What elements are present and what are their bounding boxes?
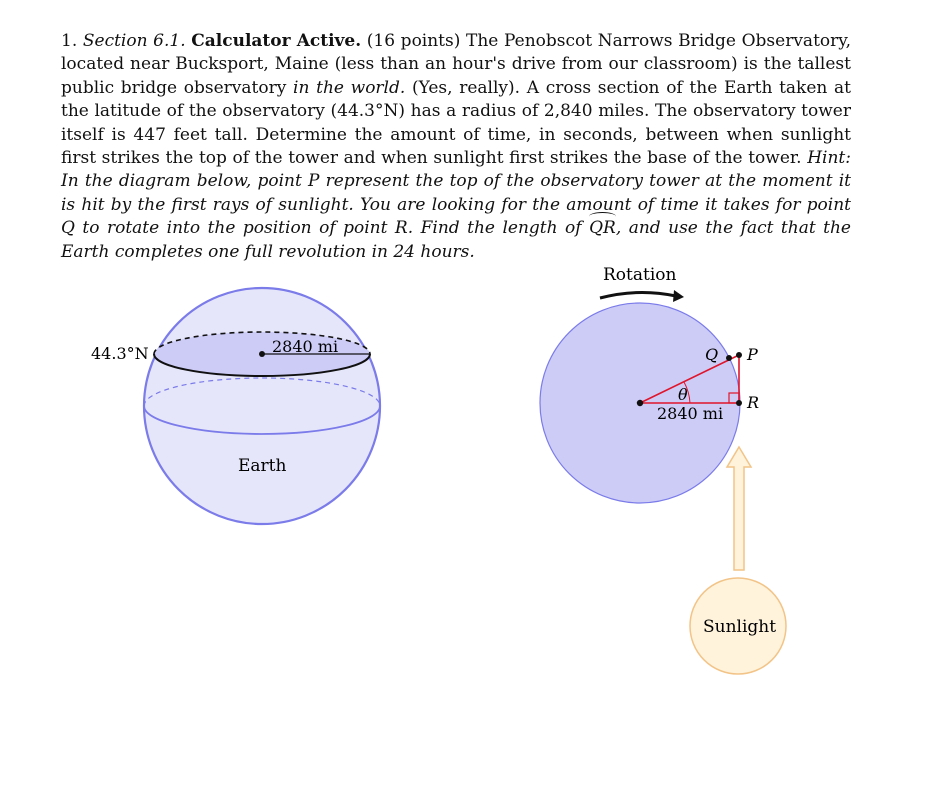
rotation-arrowhead [673,290,684,302]
rotation-arrow [600,292,676,298]
center-point [637,400,643,406]
cross-radius-label: 2840 mi [657,404,724,423]
cross-section-figure [540,265,786,674]
section-ref: Section 6.1. [82,31,186,51]
r-label: R [747,393,760,412]
latitude-label: 44.3°N [91,344,149,363]
earth-label: Earth [238,456,287,476]
hint-text-b: , and use the fact that the Earth completes one full revolution in 24 hours. [61,218,851,262]
sunlight-label: Sunlight [703,617,777,637]
point-r [736,400,742,406]
theta-label: θ [678,385,688,404]
earth-sphere [144,288,380,524]
point-p [736,352,742,358]
point-q [726,355,732,361]
q-label: Q [705,345,719,364]
calculator-active-label: Calculator Active. [191,31,362,51]
points-label: (16 points) [366,31,461,51]
arc-qr: QR [589,217,616,240]
sunlight-arrow [727,447,751,570]
center-dot [259,351,265,357]
problem-text-1: The Penobscot Narrows Bridge Observatory, located near Bucksport, Maine (less than an hour's drive from our classroom) is the tallest public bridge observatory [61,31,852,98]
problem-text-2: (Yes, really). A cross section of the Earth taken at the latitude of the observatory (44.3°N) has a radius of 2,840 miles. The observatory tower itself is 447 feet tall. Determine the amount of time, in seconds, between when sunlight first strikes the top of the tower and when sunlight first strikes the base of the tower. [61,77,852,169]
problem-emphasis: in the world. [293,77,406,98]
sphere-figure [91,288,380,524]
rotation-label: Rotation [603,265,677,285]
p-label: P [747,345,758,364]
hint-text-a: Hint: In the diagram below, point P represent the top of the observatory tower at the moment it is hit by the first rays of sunlight. You are looking for the amount of time it takes for point Q to rotate into the position of point R. Find the length of [61,148,851,239]
problem-number: 1. [61,31,78,51]
sphere-radius-label: 2840 mi [272,337,339,356]
